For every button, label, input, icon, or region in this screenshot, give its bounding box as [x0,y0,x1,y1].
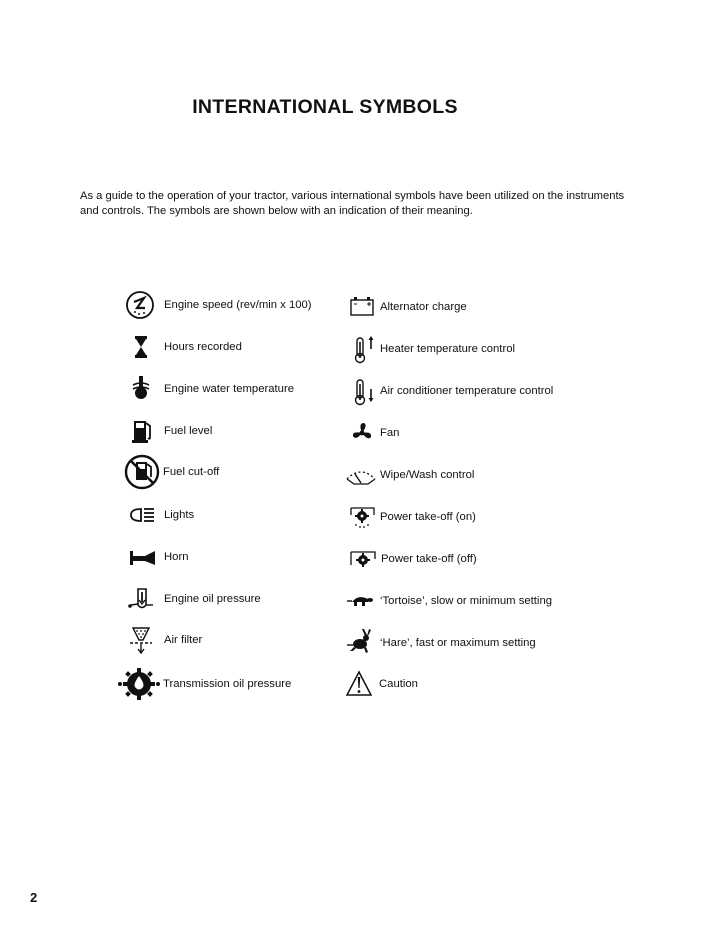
symbol-row-pto-on [348,499,598,535]
symbol-label: Power take-off (off) [381,553,477,565]
symbol-row-fan [348,415,598,451]
symbol-label: Lights [164,509,195,521]
symbol-row-hours [122,329,352,365]
symbol-row-engine-oil [122,581,352,617]
symbol-row-pto-off [348,541,598,577]
symbol-label: Transmission oil pressure [163,678,292,690]
hare-icon [344,625,378,661]
wiper-icon [344,457,378,493]
warning-triangle-icon [344,666,378,702]
thermometer-up-icon [348,331,378,367]
symbol-row-fuel-cutoff [122,454,352,490]
symbol-label: Engine speed (rev/min x 100) [164,299,312,311]
hourglass-icon [122,329,158,365]
symbol-label: ‘Hare’, fast or maximum setting [380,637,536,649]
symbol-label: Caution [379,678,418,690]
gear-oil-icon [118,664,154,700]
symbol-label: Horn [164,551,189,563]
symbol-row-engine-speed [122,287,352,323]
symbol-row-tortoise [344,583,604,619]
headlight-icon [122,497,158,533]
symbol-label: ‘Tortoise’, slow or minimum setting [380,595,553,607]
symbol-row-transmission-oil [118,664,348,700]
fuel-cut-off-icon [122,454,158,490]
symbol-row-heater [348,331,598,367]
pto-on-icon [348,499,378,535]
symbol-row-air-filter [122,622,352,658]
symbol-label: Air filter [164,634,203,646]
symbol-row-lights [122,497,352,533]
symbol-label: Air conditioner temperature control [380,385,554,397]
symbol-label: Alternator charge [380,301,467,313]
symbol-row-aircon [348,373,598,409]
symbol-label: Engine oil pressure [164,593,261,605]
symbol-label: Fuel level [164,425,213,437]
battery-icon [348,289,378,325]
intro-paragraph: As a guide to the operation of your tractor, various international symbols have been utilized on the instruments and controls. The symbols are shown below with an indication of their meaning. [80,190,625,217]
symbol-label: Power take-off (on) [380,511,476,523]
symbol-row-caution [344,666,594,702]
fuel-pump-icon [122,413,158,449]
symbol-row-horn [122,539,352,575]
symbol-label: Hours recorded [164,341,242,353]
symbol-label: Fan [380,427,400,439]
fan-icon [348,415,378,451]
symbol-row-fuel-level [122,413,352,449]
page-number: 2 [30,890,38,905]
thermometer-icon [122,371,158,407]
symbol-row-water-temp [122,371,352,407]
symbol-row-alternator [348,289,598,325]
oil-can-icon [122,581,158,617]
horn-icon [122,539,158,575]
tortoise-icon [344,583,378,619]
thermometer-down-icon [348,373,378,409]
symbol-label: Heater temperature control [380,343,516,355]
symbol-label: Wipe/Wash control [380,469,475,481]
air-filter-icon [122,622,158,658]
symbol-label: Fuel cut-off [163,466,220,478]
engine-speed-icon [122,287,158,323]
symbol-label: Engine water temperature [164,383,294,395]
symbol-row-hare [344,625,604,661]
symbol-row-wiper [344,457,594,493]
pto-off-icon [348,541,378,577]
page-title: INTERNATIONAL SYMBOLS [192,96,458,118]
